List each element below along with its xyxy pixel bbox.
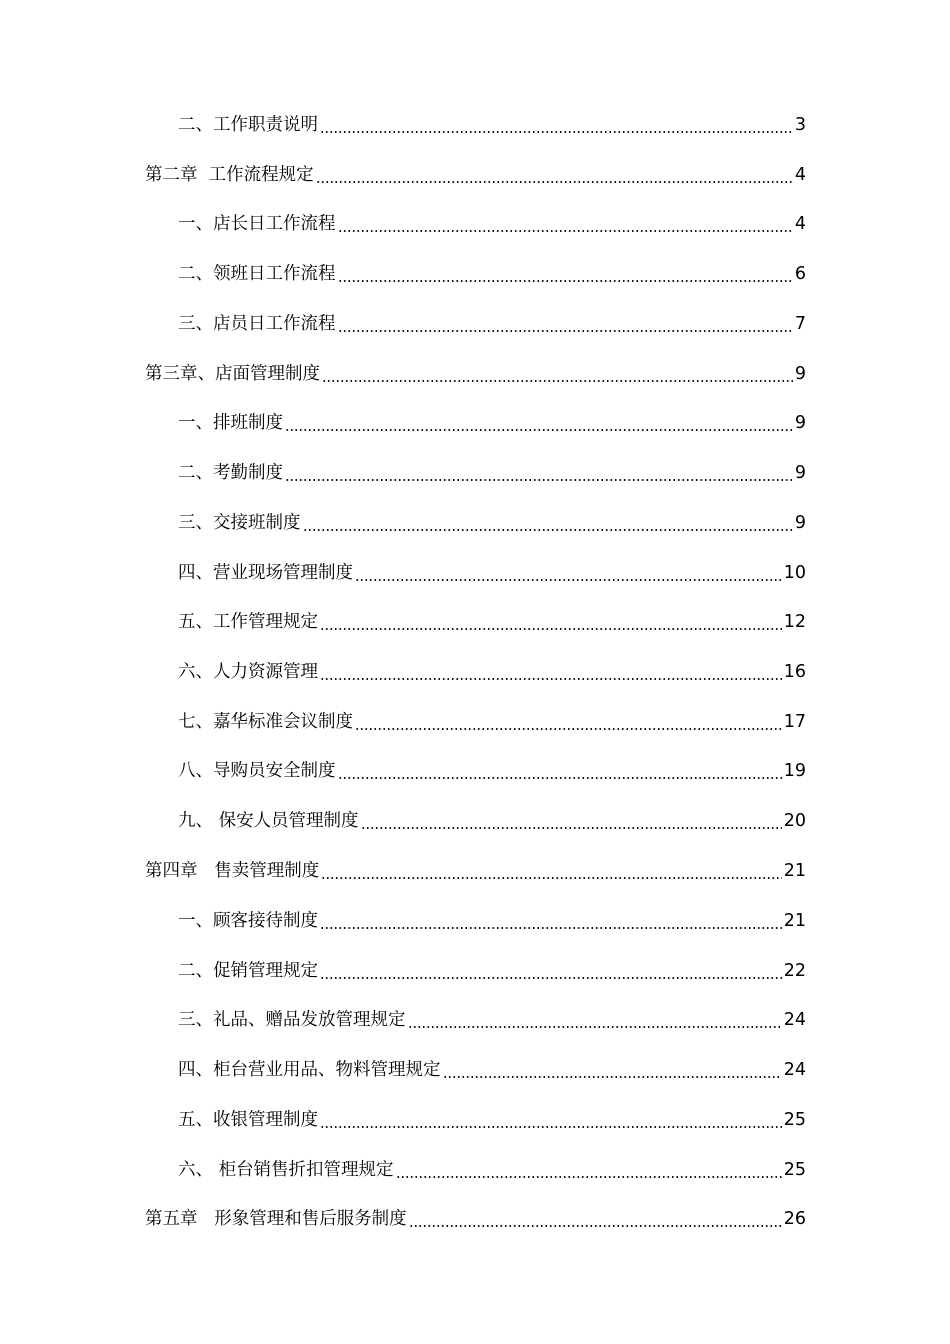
toc-dot-leader xyxy=(320,927,782,929)
toc-entry-page: 24 xyxy=(783,1060,806,1080)
toc-entry-page: 10 xyxy=(783,563,806,583)
toc-entry[interactable] xyxy=(178,956,806,986)
toc-dot-leader xyxy=(320,1126,782,1128)
toc-entry-title: 八、导购员安全制度 xyxy=(178,761,336,781)
toc-entry-page: 4 xyxy=(794,165,806,185)
toc-entry-title: 第三章、店面管理制度 xyxy=(145,364,320,384)
toc-dot-leader xyxy=(320,678,782,680)
toc-entry-page: 7 xyxy=(794,314,806,334)
toc-entry-title: 五、收银管理制度 xyxy=(178,1110,318,1130)
toc-dot-leader xyxy=(338,230,793,232)
toc-entry-title: 二、工作职责说明 xyxy=(178,115,318,135)
toc-entry[interactable] xyxy=(178,209,806,239)
toc-entry-page: 21 xyxy=(783,911,806,931)
toc-entry[interactable] xyxy=(178,1055,806,1085)
toc-entry-page: 24 xyxy=(783,1010,806,1030)
toc-entry-page: 20 xyxy=(783,811,806,831)
toc-entry-page: 16 xyxy=(783,662,806,682)
toc-entry-title: 二、考勤制度 xyxy=(178,463,283,483)
toc-dot-leader xyxy=(285,479,793,481)
toc-entry-page: 6 xyxy=(794,264,806,284)
toc-dot-leader xyxy=(285,429,793,431)
toc-entry[interactable] xyxy=(145,359,806,389)
toc-dot-leader xyxy=(303,529,793,531)
toc-entry[interactable] xyxy=(178,906,806,936)
toc-entry[interactable] xyxy=(178,458,806,488)
toc-entry-page: 25 xyxy=(783,1110,806,1130)
toc-entry-page: 26 xyxy=(783,1209,806,1229)
toc-entry-page: 3 xyxy=(794,115,806,135)
toc-entry-title: 二、促销管理规定 xyxy=(178,961,318,981)
toc-entry-page: 9 xyxy=(794,463,806,483)
toc-entry-title: 三、交接班制度 xyxy=(178,513,301,533)
toc-entry-page: 9 xyxy=(794,413,806,433)
toc-entry[interactable] xyxy=(145,160,806,190)
toc-entry-title: 二、领班日工作流程 xyxy=(178,264,336,284)
toc-dot-leader xyxy=(320,628,782,630)
toc-entry-page: 4 xyxy=(794,214,806,234)
toc-dot-leader xyxy=(320,977,782,979)
toc-entry[interactable] xyxy=(178,408,806,438)
toc-entry[interactable] xyxy=(145,1204,806,1234)
toc-entry-title: 一、排班制度 xyxy=(178,413,283,433)
toc-entry-page: 22 xyxy=(783,961,806,981)
toc-entry-title: 一、店长日工作流程 xyxy=(178,214,336,234)
toc-dot-leader xyxy=(322,380,793,382)
toc-dot-leader xyxy=(338,777,782,779)
toc-entry[interactable] xyxy=(178,309,806,339)
toc-entry-title: 三、店员日工作流程 xyxy=(178,314,336,334)
toc-entry-title: 第二章 工作流程规定 xyxy=(145,165,314,185)
toc-entry[interactable] xyxy=(178,707,806,737)
toc-entry[interactable] xyxy=(178,508,806,538)
toc-entry[interactable] xyxy=(178,558,806,588)
toc-dot-leader xyxy=(316,181,793,183)
toc-entry[interactable] xyxy=(178,607,806,637)
toc-dot-leader xyxy=(396,1176,782,1178)
toc-dot-leader xyxy=(355,728,782,730)
toc-entry[interactable] xyxy=(145,856,806,886)
toc-dot-leader xyxy=(338,330,793,332)
toc-dot-leader xyxy=(443,1076,782,1078)
toc-entry-title: 六、 柜台销售折扣管理规定 xyxy=(178,1160,394,1180)
toc-entry[interactable] xyxy=(178,1005,806,1035)
toc-entry-page: 25 xyxy=(783,1160,806,1180)
toc-entry-title: 五、工作管理规定 xyxy=(178,612,318,632)
toc-entry-title: 六、人力资源管理 xyxy=(178,662,318,682)
toc-dot-leader xyxy=(320,131,793,133)
toc-entry-page: 21 xyxy=(783,861,806,881)
toc-entry[interactable] xyxy=(178,259,806,289)
toc-entry[interactable] xyxy=(178,756,806,786)
toc-dot-leader xyxy=(321,877,782,879)
toc-entry-title: 第四章 售卖管理制度 xyxy=(145,861,320,881)
toc-entry-title: 三、礼品、赠品发放管理规定 xyxy=(178,1010,406,1030)
toc-dot-leader xyxy=(409,1225,782,1227)
toc-entry[interactable] xyxy=(178,657,806,687)
toc-entry-title: 九、 保安人员管理制度 xyxy=(178,811,359,831)
toc-dot-leader xyxy=(338,280,793,282)
toc-entry-title: 第五章 形象管理和售后服务制度 xyxy=(145,1209,407,1229)
toc-entry[interactable] xyxy=(178,1155,806,1185)
toc-dot-leader xyxy=(361,827,782,829)
toc-entry-title: 一、顾客接待制度 xyxy=(178,911,318,931)
toc-entry-page: 19 xyxy=(783,761,806,781)
toc-entry[interactable] xyxy=(178,806,806,836)
toc-entry-title: 四、营业现场管理制度 xyxy=(178,563,353,583)
toc-entry-page: 9 xyxy=(794,513,806,533)
toc-entry-title: 七、嘉华标准会议制度 xyxy=(178,712,353,732)
toc-entry-title: 四、柜台营业用品、物料管理规定 xyxy=(178,1060,441,1080)
toc-entry[interactable] xyxy=(178,110,806,140)
toc-entry-page: 12 xyxy=(783,612,806,632)
toc-dot-leader xyxy=(408,1026,782,1028)
toc-entry[interactable] xyxy=(178,1105,806,1135)
toc-entry-page: 9 xyxy=(794,364,806,384)
toc-entry-page: 17 xyxy=(783,712,806,732)
toc-dot-leader xyxy=(355,579,782,581)
